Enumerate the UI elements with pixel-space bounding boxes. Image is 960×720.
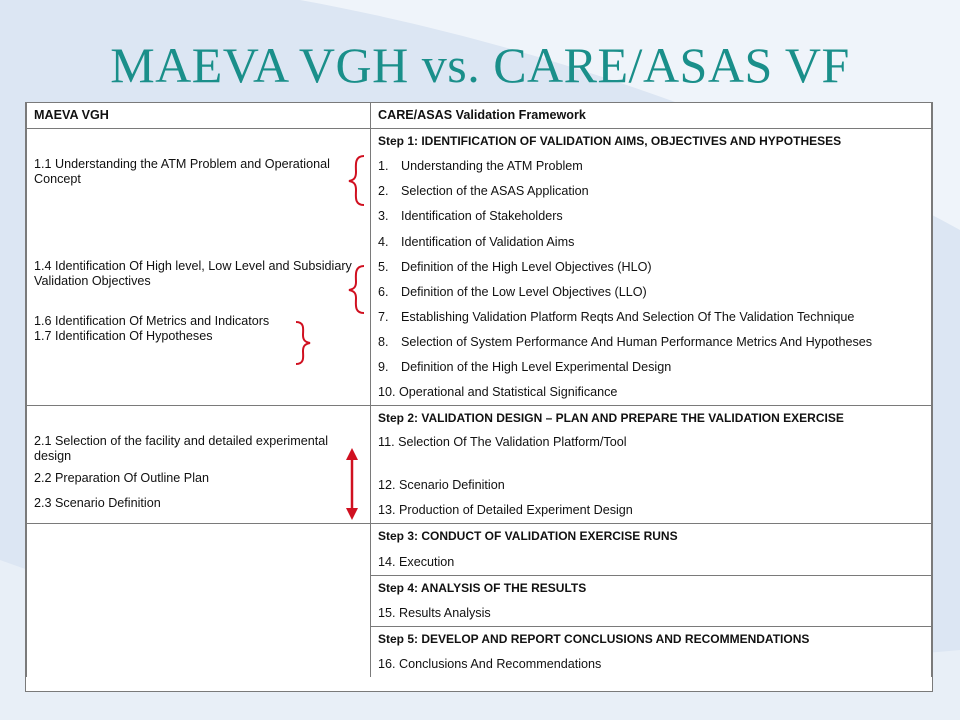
maeva-1-6: 1.6 Identification Of Metrics and Indicators [34,314,270,329]
maeva-2-2: 2.2 Preparation Of Outline Plan [34,471,210,486]
vf-item-13: 13. Production of Detailed Experiment Design [371,498,932,524]
vf-item-3: 3. Identification of Stakeholders [371,204,932,229]
vf-item-10: 10. Operational and Statistical Significance [371,380,932,406]
maeva-2-1: 2.1 Selection of the facility and detailed experimental design [34,434,329,464]
vf-item-5: 5. Definition of the High Level Objectives (HLO) [371,255,932,280]
step1-heading: Step 1: IDENTIFICATION OF VALIDATION AIMS, OBJECTIVES AND HYPOTHESES [371,129,932,155]
vf-item-1: 1. Understanding the ATM Problem [371,154,932,179]
maeva-1-1: 1.1 Understanding the ATM Problem and Operational Concept [34,157,330,187]
vf-item-11: 11. Selection Of The Validation Platform/Tool [371,431,932,473]
vf-item-14: 14. Execution [371,550,932,576]
maeva-2-3: 2.3 Scenario Definition [34,496,161,511]
maeva-empty-cell [27,524,371,677]
slide-title: MAEVA VGH vs. CARE/ASAS VF [110,37,850,93]
maeva-1-7: 1.7 Identification Of Hypotheses [34,329,213,344]
vf-item-8: 8. Selection of System Performance And Human Performance Metrics And Hypotheses [371,330,932,355]
header-care-asas: CARE/ASAS Validation Framework [371,103,932,129]
header-maeva: MAEVA VGH [27,103,371,129]
vf-item-2: 2. Selection of the ASAS Application [371,179,932,204]
vf-item-12: 12. Scenario Definition [371,473,932,498]
step2-heading: Step 2: VALIDATION DESIGN – PLAN AND PREPARE THE VALIDATION EXERCISE [371,406,932,432]
vf-item-7: 7. Establishing Validation Platform Reqts And Selection Of The Validation Technique [371,305,932,330]
comparison-table [25,102,933,692]
vf-item-15: 15. Results Analysis [371,601,932,627]
vf-item-4: 4. Identification of Validation Aims [371,229,932,254]
maeva-step2-cell [27,406,371,524]
vf-item-6: 6. Definition of the Low Level Objectives (LLO) [371,280,932,305]
maeva-1-4: 1.4 Identification Of High level, Low Level and Subsidiary Validation Objectives [34,259,352,289]
vf-item-9: 9. Definition of the High Level Experimental Design [371,355,932,380]
vf-item-16: 16. Conclusions And Recommendations [371,652,932,677]
step3-heading: Step 3: CONDUCT OF VALIDATION EXERCISE RUNS [371,524,932,550]
step4-heading: Step 4: ANALYSIS OF THE RESULTS [371,575,932,601]
maeva-step1-cell [27,129,371,406]
step5-heading: Step 5: DEVELOP AND REPORT CONCLUSIONS AND RECOMMENDATIONS [371,626,932,652]
